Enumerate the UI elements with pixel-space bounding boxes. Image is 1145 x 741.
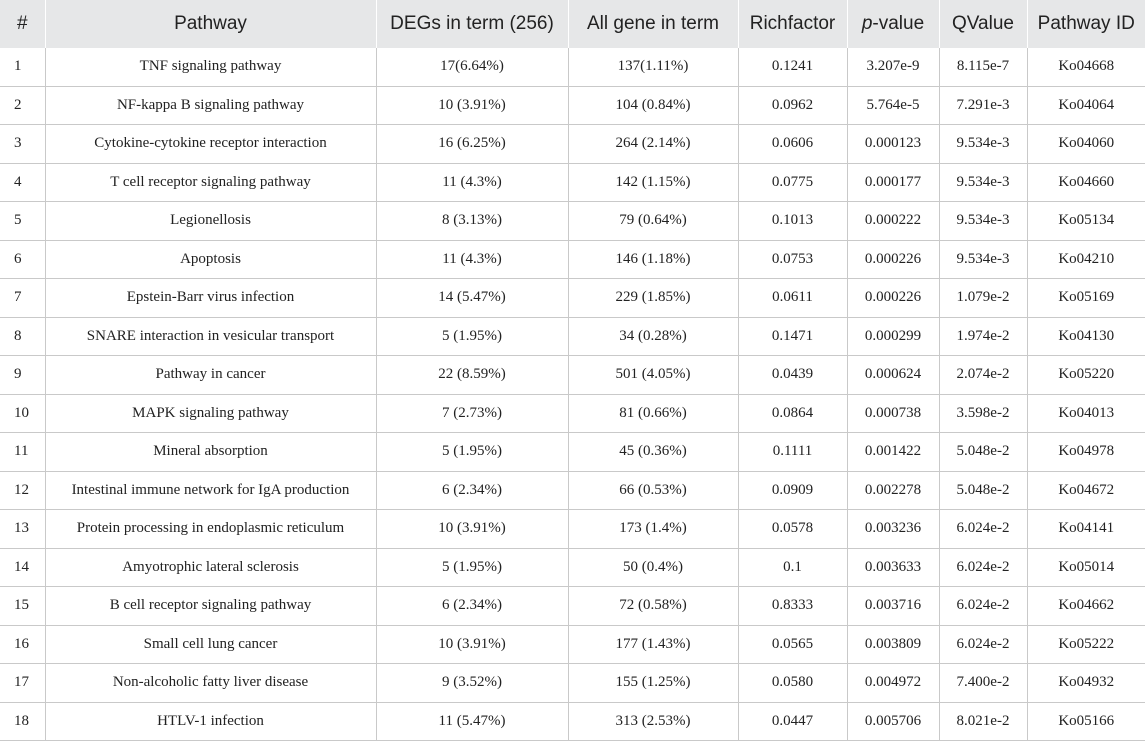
cell-richfactor: 0.1471 [738,317,847,356]
cell-all-gene-in-term: 104 (0.84%) [568,86,738,125]
cell-degs-in-term: 7 (2.73%) [376,394,568,433]
cell-index: 18 [0,702,45,741]
cell-pathway: Cytokine-cytokine receptor interaction [45,125,376,164]
cell-index: 9 [0,356,45,395]
table-row [0,702,1145,741]
cell-index: 16 [0,625,45,664]
header-qvalue: QValue [939,0,1027,48]
cell-pathway: SNARE interaction in vesicular transport [45,317,376,356]
cell-index: 8 [0,317,45,356]
cell-richfactor: 0.0611 [738,279,847,318]
cell-all-gene-in-term: 313 (2.53%) [568,702,738,741]
cell-richfactor: 0.0447 [738,702,847,741]
table-row [0,433,1145,472]
cell-pathway-id: Ko04060 [1027,125,1145,164]
cell-all-gene-in-term: 45 (0.36%) [568,433,738,472]
cell-pathway-id: Ko05220 [1027,356,1145,395]
cell-richfactor: 0.1111 [738,433,847,472]
cell-degs-in-term: 8 (3.13%) [376,202,568,241]
cell-pathway: Mineral absorption [45,433,376,472]
table-row [0,625,1145,664]
cell-qvalue: 1.974e-2 [939,317,1027,356]
cell-qvalue: 9.534e-3 [939,125,1027,164]
cell-p-value: 0.004972 [847,664,939,703]
cell-index: 14 [0,548,45,587]
table-header [0,0,1145,48]
header-pathway-id: Pathway ID [1027,0,1145,48]
header-p-value [847,0,939,48]
cell-pathway-id: Ko04672 [1027,471,1145,510]
cell-pathway: Amyotrophic lateral sclerosis [45,548,376,587]
cell-all-gene-in-term: 79 (0.64%) [568,202,738,241]
cell-all-gene-in-term: 177 (1.43%) [568,625,738,664]
cell-pathway: Legionellosis [45,202,376,241]
cell-qvalue: 5.048e-2 [939,433,1027,472]
cell-qvalue: 9.534e-3 [939,202,1027,241]
cell-index: 3 [0,125,45,164]
cell-p-value: 0.000299 [847,317,939,356]
cell-p-value: 0.005706 [847,702,939,741]
cell-pathway-id: Ko04130 [1027,317,1145,356]
cell-p-value: 5.764e-5 [847,86,939,125]
cell-all-gene-in-term: 501 (4.05%) [568,356,738,395]
cell-pathway: TNF signaling pathway [45,48,376,86]
cell-p-value: 0.003633 [847,548,939,587]
table-row [0,510,1145,549]
cell-richfactor: 0.1013 [738,202,847,241]
cell-pathway: HTLV-1 infection [45,702,376,741]
cell-all-gene-in-term: 137(1.11%) [568,48,738,86]
cell-index: 7 [0,279,45,318]
cell-degs-in-term: 22 (8.59%) [376,356,568,395]
cell-pathway-id: Ko05222 [1027,625,1145,664]
cell-qvalue: 6.024e-2 [939,510,1027,549]
cell-degs-in-term: 10 (3.91%) [376,510,568,549]
cell-qvalue: 5.048e-2 [939,471,1027,510]
cell-p-value: 0.000177 [847,163,939,202]
cell-pathway-id: Ko04013 [1027,394,1145,433]
header-all-gene-in-term: All gene in term [568,0,738,48]
cell-degs-in-term: 10 (3.91%) [376,86,568,125]
cell-pathway-id: Ko04141 [1027,510,1145,549]
cell-p-value: 0.002278 [847,471,939,510]
cell-qvalue: 7.291e-3 [939,86,1027,125]
cell-all-gene-in-term: 34 (0.28%) [568,317,738,356]
cell-richfactor: 0.0565 [738,625,847,664]
table-body [0,48,1145,741]
table-row [0,394,1145,433]
table-row [0,356,1145,395]
cell-pathway-id: Ko04064 [1027,86,1145,125]
header-index: # [0,0,45,48]
cell-all-gene-in-term: 142 (1.15%) [568,163,738,202]
cell-degs-in-term: 11 (4.3%) [376,240,568,279]
cell-pathway-id: Ko04978 [1027,433,1145,472]
cell-index: 15 [0,587,45,626]
cell-pathway-id: Ko04662 [1027,587,1145,626]
cell-pathway: Pathway in cancer [45,356,376,395]
cell-degs-in-term: 10 (3.91%) [376,625,568,664]
cell-p-value: 0.003716 [847,587,939,626]
cell-index: 5 [0,202,45,241]
cell-pathway: MAPK signaling pathway [45,394,376,433]
cell-qvalue: 3.598e-2 [939,394,1027,433]
cell-qvalue: 6.024e-2 [939,548,1027,587]
cell-degs-in-term: 5 (1.95%) [376,317,568,356]
header-pathway: Pathway [45,0,376,48]
cell-index: 10 [0,394,45,433]
cell-richfactor: 0.0580 [738,664,847,703]
cell-index: 12 [0,471,45,510]
cell-richfactor: 0.8333 [738,587,847,626]
cell-degs-in-term: 9 (3.52%) [376,664,568,703]
cell-richfactor: 0.0864 [738,394,847,433]
cell-pathway: Small cell lung cancer [45,625,376,664]
cell-qvalue: 8.115e-7 [939,48,1027,86]
cell-richfactor: 0.1 [738,548,847,587]
cell-pathway: B cell receptor signaling pathway [45,587,376,626]
cell-degs-in-term: 16 (6.25%) [376,125,568,164]
cell-pathway: NF-kappa B signaling pathway [45,86,376,125]
cell-pathway-id: Ko05166 [1027,702,1145,741]
cell-degs-in-term: 6 (2.34%) [376,587,568,626]
cell-richfactor: 0.0753 [738,240,847,279]
cell-pathway-id: Ko04668 [1027,48,1145,86]
cell-index: 4 [0,163,45,202]
cell-p-value: 0.000226 [847,240,939,279]
cell-richfactor: 0.0578 [738,510,847,549]
cell-qvalue: 8.021e-2 [939,702,1027,741]
header-row [0,0,1145,48]
cell-p-value: 0.000738 [847,394,939,433]
cell-pathway: T cell receptor signaling pathway [45,163,376,202]
header-richfactor: Richfactor [738,0,847,48]
cell-all-gene-in-term: 50 (0.4%) [568,548,738,587]
cell-index: 1 [0,48,45,86]
header-p-value-p: p [861,13,873,34]
table-row [0,548,1145,587]
table-row [0,471,1145,510]
cell-richfactor: 0.0909 [738,471,847,510]
cell-index: 6 [0,240,45,279]
cell-pathway-id: Ko05014 [1027,548,1145,587]
cell-degs-in-term: 6 (2.34%) [376,471,568,510]
cell-p-value: 0.000226 [847,279,939,318]
cell-pathway-id: Ko04660 [1027,163,1145,202]
cell-qvalue: 9.534e-3 [939,240,1027,279]
cell-index: 13 [0,510,45,549]
cell-degs-in-term: 5 (1.95%) [376,548,568,587]
cell-pathway: Apoptosis [45,240,376,279]
cell-qvalue: 1.079e-2 [939,279,1027,318]
table-row [0,48,1145,86]
cell-all-gene-in-term: 173 (1.4%) [568,510,738,549]
cell-degs-in-term: 17(6.64%) [376,48,568,86]
table-row [0,86,1145,125]
cell-degs-in-term: 11 (4.3%) [376,163,568,202]
cell-qvalue: 9.534e-3 [939,163,1027,202]
cell-qvalue: 6.024e-2 [939,625,1027,664]
cell-p-value: 0.003236 [847,510,939,549]
table-row [0,125,1145,164]
table-row [0,240,1145,279]
cell-pathway: Epstein-Barr virus infection [45,279,376,318]
cell-degs-in-term: 5 (1.95%) [376,433,568,472]
table-row [0,587,1145,626]
cell-all-gene-in-term: 72 (0.58%) [568,587,738,626]
header-degs-in-term: DEGs in term (256) [376,0,568,48]
cell-richfactor: 0.1241 [738,48,847,86]
cell-all-gene-in-term: 81 (0.66%) [568,394,738,433]
cell-pathway: Protein processing in endoplasmic reticulum [45,510,376,549]
cell-pathway: Non-alcoholic fatty liver disease [45,664,376,703]
cell-p-value: 0.000624 [847,356,939,395]
cell-all-gene-in-term: 264 (2.14%) [568,125,738,164]
cell-degs-in-term: 11 (5.47%) [376,702,568,741]
cell-p-value: 0.000123 [847,125,939,164]
cell-all-gene-in-term: 146 (1.18%) [568,240,738,279]
cell-p-value: 0.001422 [847,433,939,472]
cell-all-gene-in-term: 66 (0.53%) [568,471,738,510]
cell-richfactor: 0.0606 [738,125,847,164]
cell-pathway-id: Ko05169 [1027,279,1145,318]
cell-pathway-id: Ko04932 [1027,664,1145,703]
header-p-value-suffix: -value [872,13,925,34]
cell-index: 17 [0,664,45,703]
cell-index: 2 [0,86,45,125]
cell-richfactor: 0.0962 [738,86,847,125]
table-row [0,279,1145,318]
cell-all-gene-in-term: 229 (1.85%) [568,279,738,318]
cell-degs-in-term: 14 (5.47%) [376,279,568,318]
cell-qvalue: 2.074e-2 [939,356,1027,395]
table-row [0,317,1145,356]
cell-pathway-id: Ko04210 [1027,240,1145,279]
cell-richfactor: 0.0775 [738,163,847,202]
table-row [0,163,1145,202]
cell-pathway: Intestinal immune network for IgA production [45,471,376,510]
cell-p-value: 0.000222 [847,202,939,241]
table-row [0,202,1145,241]
cell-pathway-id: Ko05134 [1027,202,1145,241]
cell-p-value: 0.003809 [847,625,939,664]
cell-richfactor: 0.0439 [738,356,847,395]
table-row [0,664,1145,703]
cell-p-value: 3.207e-9 [847,48,939,86]
cell-qvalue: 6.024e-2 [939,587,1027,626]
cell-qvalue: 7.400e-2 [939,664,1027,703]
cell-index: 11 [0,433,45,472]
cell-all-gene-in-term: 155 (1.25%) [568,664,738,703]
